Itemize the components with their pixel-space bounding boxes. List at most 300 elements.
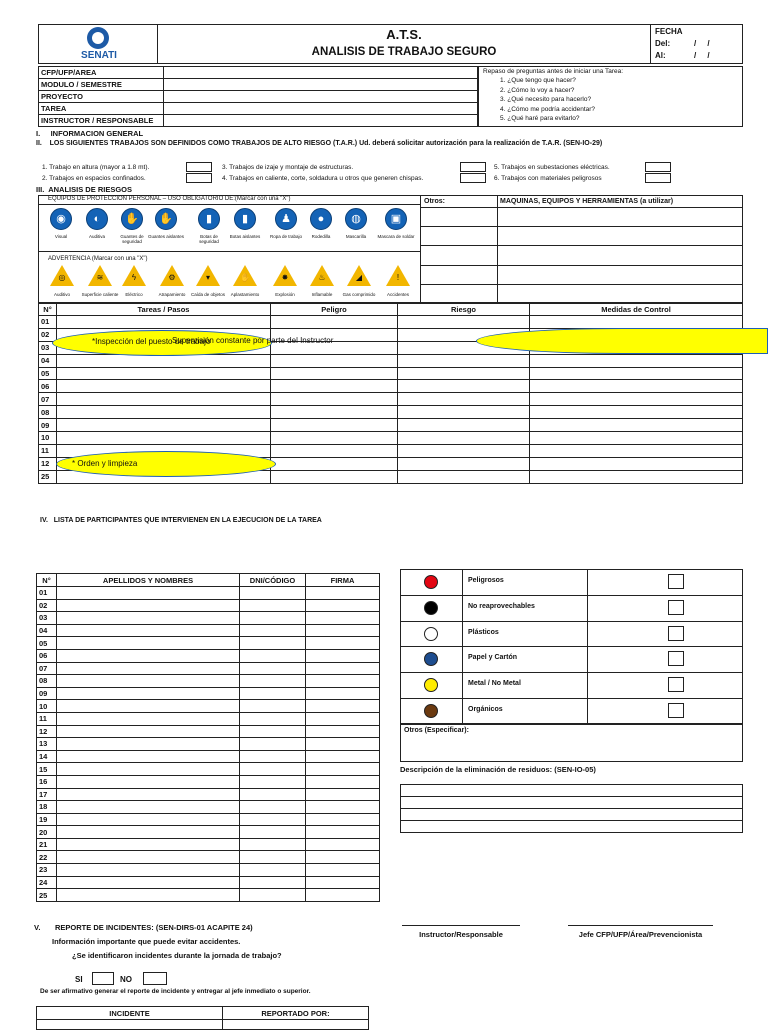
residuo-checkbox[interactable] bbox=[668, 626, 684, 641]
info-table bbox=[38, 66, 478, 127]
info-label: TAREA bbox=[39, 103, 164, 115]
participant-cell[interactable] bbox=[240, 712, 306, 725]
participant-cell[interactable] bbox=[240, 864, 306, 877]
task-row bbox=[39, 406, 743, 419]
info-label: CFP/UFP/AREA bbox=[39, 67, 164, 79]
task-cell[interactable] bbox=[271, 316, 398, 329]
section-5-title: V. REPORTE DE INCIDENTES: (SEN-DIRS-01 ACAPITE 24) bbox=[34, 923, 253, 932]
participant-cell[interactable] bbox=[240, 838, 306, 851]
section-2-title: II. LOS SIGUIENTES TRABAJOS SON DEFINIDOS COMO TRABAJOS DE ALTO RIESGO (T.A.R.) Ud. deberá solicitar autorización para la realización de T.A.R. (SEN-IO-29) bbox=[36, 140, 603, 147]
task-cell[interactable] bbox=[530, 380, 743, 393]
warning-glyph: ◎ bbox=[58, 273, 66, 282]
task-row bbox=[39, 393, 743, 406]
participant-cell[interactable] bbox=[306, 599, 380, 612]
logo-text: SENATI bbox=[81, 50, 117, 61]
incidente-col: INCIDENTE bbox=[37, 1007, 223, 1020]
task-cell[interactable] bbox=[271, 393, 398, 406]
task-cell[interactable] bbox=[398, 367, 530, 380]
epp-5-icon[interactable]: ▮ bbox=[198, 208, 220, 230]
task-number: 06 bbox=[39, 380, 57, 393]
task-number: 07 bbox=[39, 393, 57, 406]
task-cell[interactable] bbox=[530, 419, 743, 432]
participant-cell[interactable] bbox=[57, 889, 240, 902]
participant-cell[interactable] bbox=[306, 876, 380, 889]
participant-cell[interactable] bbox=[306, 712, 380, 725]
descripcion-line[interactable] bbox=[401, 821, 743, 833]
task-cell[interactable] bbox=[398, 380, 530, 393]
advertencia-title: ADVERTENCIA (Marcar con una "X") bbox=[48, 256, 148, 262]
info-value[interactable] bbox=[164, 67, 478, 79]
participant-cell[interactable] bbox=[306, 826, 380, 839]
task-row bbox=[39, 432, 743, 445]
residuo-checkbox[interactable] bbox=[668, 651, 684, 666]
descripcion-residuos-label: Descripción de la eliminación de residuos: (SEN-IO-05) bbox=[400, 765, 596, 774]
task-cell[interactable] bbox=[57, 380, 271, 393]
info-label: INSTRUCTOR / RESPONSABLE bbox=[39, 115, 164, 127]
participant-cell[interactable] bbox=[240, 649, 306, 662]
task-number: 04 bbox=[39, 354, 57, 367]
participant-cell[interactable] bbox=[57, 587, 240, 600]
warning-label: Aplastamiento bbox=[230, 292, 260, 297]
section-5-line1: Información importante que puede evitar accidentes. bbox=[52, 937, 241, 946]
task-cell[interactable] bbox=[530, 354, 743, 367]
info-label: MODULO / SEMESTRE bbox=[39, 79, 164, 91]
warning-glyph: ◢ bbox=[355, 273, 363, 282]
participant-number: 24 bbox=[37, 876, 57, 889]
task-number: 09 bbox=[39, 419, 57, 432]
participant-cell[interactable] bbox=[306, 725, 380, 738]
task-cell[interactable] bbox=[398, 419, 530, 432]
task-row bbox=[39, 354, 743, 367]
repaso-item: 4. ¿Cómo me podría accidentar? bbox=[500, 105, 596, 113]
participant-row bbox=[37, 801, 380, 814]
epp-2-icon[interactable]: ◐ bbox=[86, 208, 108, 230]
participant-number: 25 bbox=[37, 889, 57, 902]
participant-cell[interactable] bbox=[57, 712, 240, 725]
task-number: 25 bbox=[39, 470, 57, 483]
section-4-title: IV. LISTA DE PARTICIPANTES QUE INTERVIENEN EN LA EJECUCION DE LA TAREA bbox=[40, 517, 322, 524]
task-cell[interactable] bbox=[398, 444, 530, 457]
epp-9-icon[interactable]: ◍ bbox=[345, 208, 367, 230]
task-cell[interactable] bbox=[398, 470, 530, 483]
warning-glyph: ♨ bbox=[318, 273, 326, 282]
participant-number: 14 bbox=[37, 750, 57, 763]
participant-cell[interactable] bbox=[240, 587, 306, 600]
residuo-label: Metal / No Metal bbox=[468, 680, 521, 688]
tasks-col-n: N° bbox=[39, 304, 57, 316]
tar-checkbox[interactable] bbox=[460, 162, 486, 172]
participant-number: 15 bbox=[37, 763, 57, 776]
participant-row bbox=[37, 712, 380, 725]
participants-col-firma: FIRMA bbox=[306, 574, 380, 587]
task-cell[interactable] bbox=[530, 457, 743, 470]
participant-row bbox=[37, 662, 380, 675]
task-cell[interactable] bbox=[271, 444, 398, 457]
residuo-label: Plásticos bbox=[468, 628, 499, 636]
incidente-note: De ser afirmativo generar el reporte de incidente y entregar al jefe inmediato o superior. bbox=[40, 988, 311, 995]
tasks-col-steps: Tareas / Pasos bbox=[57, 304, 271, 316]
warning-label: Accidentes bbox=[386, 292, 409, 297]
descripcion-line[interactable] bbox=[401, 809, 743, 821]
participant-cell[interactable] bbox=[306, 738, 380, 751]
task-cell[interactable] bbox=[271, 470, 398, 483]
participant-cell[interactable] bbox=[57, 838, 240, 851]
participant-cell[interactable] bbox=[57, 788, 240, 801]
task-cell[interactable] bbox=[398, 393, 530, 406]
residuo-checkbox[interactable] bbox=[668, 574, 684, 589]
repaso-title: Repaso de preguntas antes de iniciar una Tarea: bbox=[483, 68, 624, 75]
participant-cell[interactable] bbox=[306, 649, 380, 662]
participant-cell[interactable] bbox=[57, 738, 240, 751]
participant-cell[interactable] bbox=[57, 612, 240, 625]
participant-cell[interactable] bbox=[240, 612, 306, 625]
participant-number: 18 bbox=[37, 801, 57, 814]
participant-number: 09 bbox=[37, 687, 57, 700]
participant-row bbox=[37, 750, 380, 763]
warning-label: Superficie caliente bbox=[81, 292, 119, 297]
repaso-item: 5. ¿Qué haré para evitarlo? bbox=[500, 115, 580, 122]
task-cell[interactable] bbox=[530, 316, 743, 329]
participant-row bbox=[37, 851, 380, 864]
warning-label: Eléctrico bbox=[125, 292, 143, 297]
participant-cell[interactable] bbox=[240, 725, 306, 738]
participant-row bbox=[37, 826, 380, 839]
participant-cell[interactable] bbox=[306, 838, 380, 851]
participant-number: 12 bbox=[37, 725, 57, 738]
task-number: 11 bbox=[39, 444, 57, 457]
epp-3-icon[interactable]: ✋ bbox=[121, 208, 143, 230]
highlight-orden-text: * Orden y limpieza bbox=[72, 459, 138, 468]
task-cell[interactable] bbox=[57, 354, 271, 367]
task-number: 01 bbox=[39, 316, 57, 329]
residuo-label: Orgánicos bbox=[468, 706, 503, 713]
residuo-checkbox[interactable] bbox=[668, 677, 684, 692]
participant-cell[interactable] bbox=[306, 763, 380, 776]
participant-cell[interactable] bbox=[57, 775, 240, 788]
participant-cell[interactable] bbox=[240, 675, 306, 688]
task-cell[interactable] bbox=[271, 354, 398, 367]
epp-4-icon[interactable]: ✋ bbox=[155, 208, 177, 230]
si-checkbox[interactable] bbox=[92, 972, 114, 985]
participant-cell[interactable] bbox=[57, 637, 240, 650]
participant-row bbox=[37, 637, 380, 650]
task-cell[interactable] bbox=[530, 444, 743, 457]
warning-label: Atrapamiento bbox=[158, 292, 186, 297]
task-number: 05 bbox=[39, 367, 57, 380]
participant-number: 02 bbox=[37, 599, 57, 612]
task-cell[interactable] bbox=[398, 457, 530, 470]
epp-label: Visual bbox=[54, 234, 68, 239]
participant-cell[interactable] bbox=[57, 750, 240, 763]
participant-cell[interactable] bbox=[57, 662, 240, 675]
epp-10-icon[interactable]: ▣ bbox=[385, 208, 407, 230]
tar-item: 4. Trabajos en caliente, corte, soldadura u otros que generen chispas. bbox=[222, 175, 424, 182]
participant-cell[interactable] bbox=[306, 813, 380, 826]
participants-col-n: N° bbox=[37, 574, 57, 587]
epp-label: Botas aislantes bbox=[229, 234, 261, 239]
epp-label: Botas de seguridad bbox=[199, 234, 219, 244]
participant-cell[interactable] bbox=[306, 624, 380, 637]
participant-cell[interactable] bbox=[306, 889, 380, 902]
participant-cell[interactable] bbox=[306, 612, 380, 625]
task-number: 08 bbox=[39, 406, 57, 419]
task-number: 02 bbox=[39, 328, 57, 341]
task-cell[interactable] bbox=[57, 406, 271, 419]
participant-number: 08 bbox=[37, 675, 57, 688]
participant-number: 13 bbox=[37, 738, 57, 751]
participant-cell[interactable] bbox=[57, 763, 240, 776]
warning-glyph: ! bbox=[396, 273, 400, 282]
warning-glyph: ⚙ bbox=[168, 273, 176, 282]
task-cell[interactable] bbox=[530, 393, 743, 406]
participant-cell[interactable] bbox=[306, 750, 380, 763]
info-value[interactable] bbox=[164, 79, 478, 91]
participant-cell[interactable] bbox=[57, 801, 240, 814]
participant-cell[interactable] bbox=[306, 662, 380, 675]
participant-row bbox=[37, 838, 380, 851]
info-label: PROYECTO bbox=[39, 91, 164, 103]
task-cell[interactable] bbox=[271, 457, 398, 470]
participant-cell[interactable] bbox=[306, 788, 380, 801]
participant-cell[interactable] bbox=[306, 700, 380, 713]
participant-number: 23 bbox=[37, 864, 57, 877]
epp-label: Ropa de trabajo bbox=[269, 234, 303, 239]
epp-label: Guantes aislantes bbox=[147, 234, 185, 239]
participant-cell[interactable] bbox=[306, 637, 380, 650]
participant-cell[interactable] bbox=[57, 675, 240, 688]
participant-cell[interactable] bbox=[57, 624, 240, 637]
task-number: 03 bbox=[39, 341, 57, 354]
participant-row bbox=[37, 889, 380, 902]
participant-cell[interactable] bbox=[240, 813, 306, 826]
participant-cell[interactable] bbox=[306, 675, 380, 688]
participant-number: 06 bbox=[37, 649, 57, 662]
task-cell[interactable] bbox=[398, 406, 530, 419]
residuo-color-icon bbox=[424, 704, 438, 718]
participant-cell[interactable] bbox=[240, 637, 306, 650]
participant-cell[interactable] bbox=[57, 813, 240, 826]
highlight-supervision-text: Supervisión constante por parte del Instructor bbox=[172, 336, 334, 345]
tar-item: 5. Trabajos en subestaciones eléctricas. bbox=[494, 164, 610, 171]
fecha-label: FECHA bbox=[655, 27, 683, 36]
no-checkbox[interactable] bbox=[143, 972, 167, 985]
epp-7-icon[interactable]: ♟ bbox=[275, 208, 297, 230]
participant-number: 17 bbox=[37, 788, 57, 801]
participant-cell[interactable] bbox=[240, 826, 306, 839]
participant-row bbox=[37, 775, 380, 788]
section-1-title: I. INFORMACION GENERAL bbox=[36, 129, 144, 138]
task-cell[interactable] bbox=[398, 432, 530, 445]
participant-cell[interactable] bbox=[306, 775, 380, 788]
del-label: Del: bbox=[655, 39, 671, 48]
residuo-label: Peligrosos bbox=[468, 577, 504, 584]
participant-cell[interactable] bbox=[57, 599, 240, 612]
descripcion-line[interactable] bbox=[401, 785, 743, 797]
section-5-line2: ¿Se identificaron incidentes durante la jornada de trabajo? bbox=[72, 951, 282, 960]
residuo-checkbox[interactable] bbox=[668, 703, 684, 718]
otros-especificar-label: Otros (Especificar): bbox=[404, 727, 469, 734]
participant-cell[interactable] bbox=[306, 864, 380, 877]
participant-row bbox=[37, 624, 380, 637]
epp-label: Mascarilla bbox=[345, 234, 367, 239]
epp-label: Guantes de seguridad bbox=[120, 234, 144, 244]
participant-cell[interactable] bbox=[57, 864, 240, 877]
otros-label: Otros: bbox=[424, 198, 445, 205]
page-subtitle: ANALISIS DE TRABAJO SEGURO bbox=[311, 46, 497, 58]
participant-row bbox=[37, 687, 380, 700]
task-cell[interactable] bbox=[271, 367, 398, 380]
residuo-label: No reaprovechables bbox=[468, 602, 535, 610]
participant-cell[interactable] bbox=[240, 687, 306, 700]
participant-cell[interactable] bbox=[57, 876, 240, 889]
info-value[interactable] bbox=[164, 103, 478, 115]
participant-row bbox=[37, 587, 380, 600]
epp-8-icon[interactable]: ● bbox=[310, 208, 332, 230]
task-cell[interactable] bbox=[271, 406, 398, 419]
participant-number: 04 bbox=[37, 624, 57, 637]
participant-cell[interactable] bbox=[306, 687, 380, 700]
participant-row bbox=[37, 700, 380, 713]
participants-col-dni: DNI/CÓDIGO bbox=[240, 574, 306, 587]
task-cell[interactable] bbox=[271, 419, 398, 432]
participant-cell[interactable] bbox=[57, 725, 240, 738]
participant-number: 19 bbox=[37, 813, 57, 826]
participant-cell[interactable] bbox=[306, 851, 380, 864]
participant-cell[interactable] bbox=[306, 587, 380, 600]
tar-checkbox[interactable] bbox=[186, 173, 212, 183]
participant-number: 11 bbox=[37, 712, 57, 725]
residuo-checkbox[interactable] bbox=[668, 600, 684, 615]
participant-cell[interactable] bbox=[240, 801, 306, 814]
participant-cell[interactable] bbox=[240, 599, 306, 612]
repaso-item: 2. ¿Cómo lo voy a hacer? bbox=[500, 86, 575, 94]
task-row bbox=[39, 419, 743, 432]
participant-cell[interactable] bbox=[240, 788, 306, 801]
page-title: A.T.S. bbox=[386, 27, 422, 42]
participant-cell[interactable] bbox=[240, 889, 306, 902]
task-cell[interactable] bbox=[530, 367, 743, 380]
task-row bbox=[39, 367, 743, 380]
highlight-right bbox=[476, 328, 768, 354]
task-row bbox=[39, 316, 743, 329]
task-cell[interactable] bbox=[530, 406, 743, 419]
signature-line-2 bbox=[568, 925, 713, 926]
maquinas-label: MAQUINAS, EQUIPOS Y HERRAMIENTAS (a utilizar) bbox=[500, 198, 674, 205]
descripcion-line[interactable] bbox=[401, 797, 743, 809]
participant-row bbox=[37, 675, 380, 688]
tasks-col-riesgo: Riesgo bbox=[398, 304, 530, 316]
residuo-color-icon bbox=[424, 601, 438, 615]
tar-checkbox[interactable] bbox=[186, 162, 212, 172]
participant-row bbox=[37, 649, 380, 662]
participant-cell[interactable] bbox=[57, 700, 240, 713]
task-cell[interactable] bbox=[57, 432, 271, 445]
participant-row bbox=[37, 876, 380, 889]
info-value[interactable] bbox=[164, 91, 478, 103]
task-cell[interactable] bbox=[57, 393, 271, 406]
participant-row bbox=[37, 813, 380, 826]
reportado-col: REPORTADO POR: bbox=[223, 1007, 369, 1020]
task-number: 12 bbox=[39, 457, 57, 470]
tasks-col-peligro: Peligro bbox=[271, 304, 398, 316]
tar-checkbox[interactable] bbox=[645, 173, 671, 183]
participant-number: 05 bbox=[37, 637, 57, 650]
participant-cell[interactable] bbox=[240, 876, 306, 889]
task-cell[interactable] bbox=[57, 419, 271, 432]
del-date[interactable]: / / bbox=[694, 39, 710, 48]
info-value[interactable] bbox=[164, 115, 478, 127]
participant-row bbox=[37, 612, 380, 625]
participant-cell[interactable] bbox=[240, 624, 306, 637]
epp-6-icon[interactable]: ▮ bbox=[234, 208, 256, 230]
warning-glyph: ϟ bbox=[131, 273, 137, 282]
epp-1-icon[interactable]: ◉ bbox=[50, 208, 72, 230]
participants-col-name: APELLIDOS Y NOMBRES bbox=[57, 574, 240, 587]
epp-label: Auditiva bbox=[88, 234, 105, 239]
participant-number: 22 bbox=[37, 851, 57, 864]
epp-label: Mascara de soldar bbox=[377, 234, 415, 239]
participant-cell[interactable] bbox=[57, 687, 240, 700]
participant-cell[interactable] bbox=[240, 700, 306, 713]
epp-label: Rodedilla bbox=[311, 234, 331, 239]
repaso-item: 3. ¿Qué necesito para hacerlo? bbox=[500, 96, 592, 103]
participant-cell[interactable] bbox=[240, 775, 306, 788]
task-cell[interactable] bbox=[271, 380, 398, 393]
task-cell[interactable] bbox=[398, 316, 530, 329]
task-row bbox=[39, 380, 743, 393]
tar-checkbox[interactable] bbox=[645, 162, 671, 172]
warning-label: Caída de objetos bbox=[190, 292, 226, 297]
participant-number: 10 bbox=[37, 700, 57, 713]
participant-cell[interactable] bbox=[240, 763, 306, 776]
participant-cell[interactable] bbox=[240, 662, 306, 675]
participant-row bbox=[37, 864, 380, 877]
task-cell[interactable] bbox=[398, 354, 530, 367]
si-label: SI bbox=[75, 975, 83, 984]
task-cell[interactable] bbox=[57, 367, 271, 380]
warning-label: Inflamable bbox=[311, 292, 333, 297]
task-cell[interactable] bbox=[57, 316, 271, 329]
al-date[interactable]: / / bbox=[694, 51, 710, 60]
participant-row bbox=[37, 725, 380, 738]
participant-cell[interactable] bbox=[240, 851, 306, 864]
tar-item: 3. Trabajos de izaje y montaje de estructuras. bbox=[222, 164, 354, 171]
task-cell[interactable] bbox=[530, 432, 743, 445]
residuo-label: Papel y Cartón bbox=[468, 654, 518, 662]
tar-item: 1. Trabajo en altura (mayor a 1.8 mt). bbox=[42, 164, 150, 171]
task-cell[interactable] bbox=[530, 470, 743, 483]
participant-cell[interactable] bbox=[240, 750, 306, 763]
no-label: NO bbox=[120, 975, 132, 984]
warning-glyph: ≋ bbox=[96, 273, 104, 282]
participants-table bbox=[36, 573, 380, 902]
task-cell[interactable] bbox=[271, 432, 398, 445]
participant-cell[interactable] bbox=[306, 801, 380, 814]
warning-label: Explosión bbox=[275, 292, 295, 297]
participant-cell[interactable] bbox=[240, 738, 306, 751]
tar-checkbox[interactable] bbox=[460, 173, 486, 183]
participant-number: 07 bbox=[37, 662, 57, 675]
residuo-color-icon bbox=[424, 627, 438, 641]
descripcion-residuos-table bbox=[400, 784, 743, 833]
participant-cell[interactable] bbox=[57, 826, 240, 839]
participant-cell[interactable] bbox=[57, 851, 240, 864]
signature-line-1 bbox=[402, 925, 520, 926]
residuo-color-icon bbox=[424, 575, 438, 589]
signature-label-1: Instructor/Responsable bbox=[419, 930, 503, 939]
participant-cell[interactable] bbox=[57, 649, 240, 662]
incidentes-table bbox=[36, 1006, 369, 1030]
